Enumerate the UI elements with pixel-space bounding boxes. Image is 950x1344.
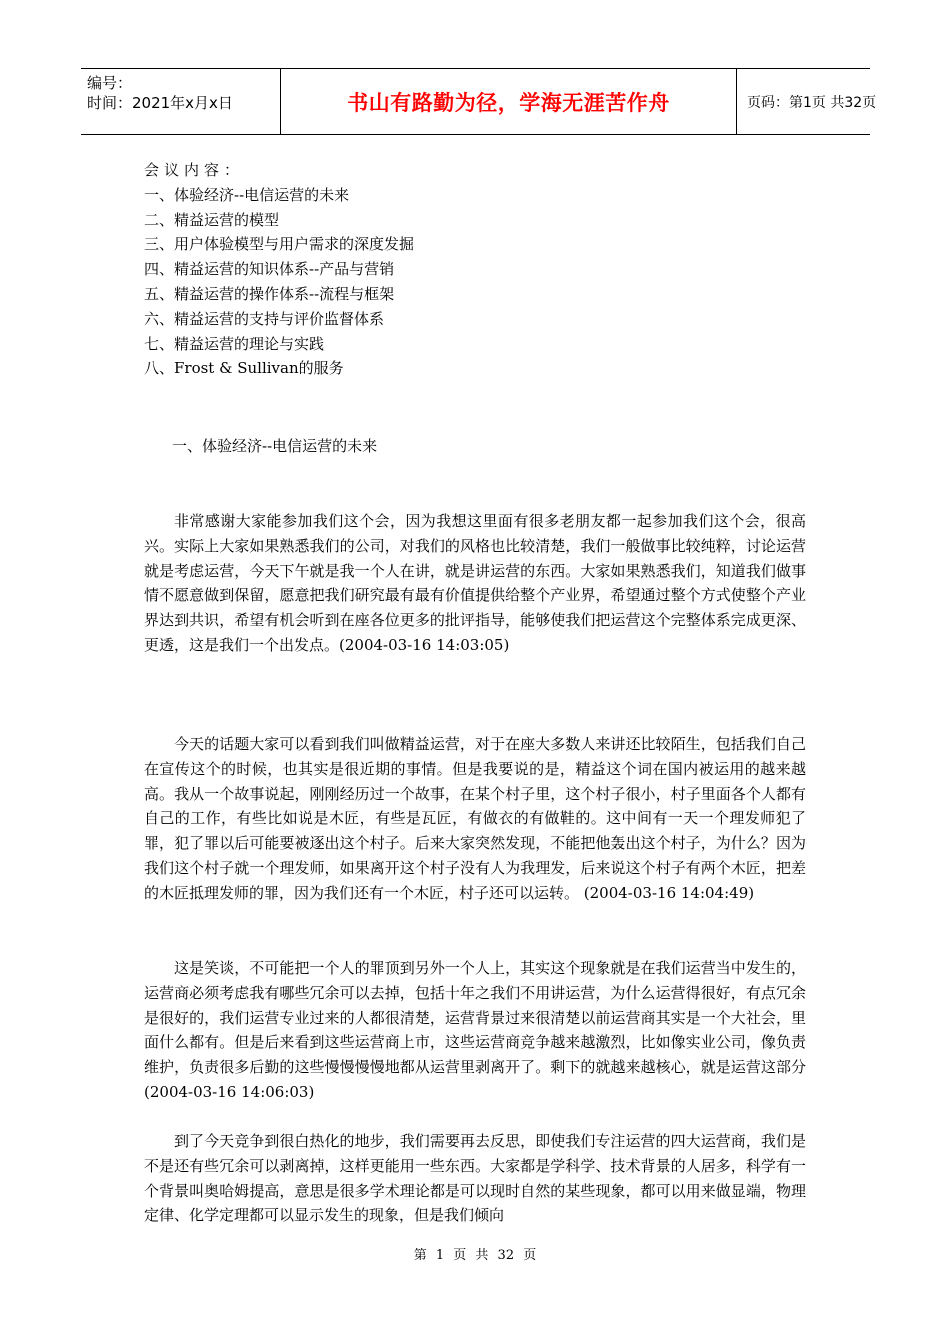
agenda — [144, 158, 806, 381]
agenda-item: 四、精益运营的知识体系--产品与营销 — [144, 260, 395, 279]
body-paragraph: 非常感谢大家能参加我们这个会，因为我想这里面有很多老朋友都一起参加我们这个会，很高兴。实际上大家如果熟悉我们的公司，对我们的风格也比较清楚，我们一般做事比较纯粹，讨论运营就是考虑运营，今天下午就是我一个人在讲，就是讲运营的东西。大家如果熟悉我们，知道我们做事情不愿意做到保留，愿意把我们研究最有最有价值提供给整个产业界，希望通过整个方式使整个产业界达到共识，希望有机会听到在座各位更多的批评指导，能够使我们把运营这个完整体系完成更深、更透，这是我们一个出发点。(2004-03-16 14:03:05) — [144, 512, 806, 654]
agenda-item: 七、精益运营的理论与实践 — [144, 334, 325, 353]
agenda-item: 八、Frost & Sullivan的服务 — [144, 359, 344, 378]
body-paragraph: 到了今天竞争到很白热化的地步，我们需要再去反思，即使我们专注运营的四大运营商，我们是不是还有些冗余可以剥离掉，这样更能用一些东西。大家都是学科学、技术背景的人居多，科学有一个背景叫奥哈姆提高，意思是很多学术理论都是可以现时自然的某些现象，都可以用来做显端，物理定律、化学定理都可以显示发生的现象，但是我们倾向 — [144, 1132, 806, 1225]
header-page-info: 页码：第1页 共32页 — [747, 94, 877, 111]
agenda-item: 三、用户体验模型与用户需求的深度发掘 — [144, 235, 415, 254]
page-footer: 第 1 页 共 32 页 — [413, 1248, 537, 1263]
agenda-title: 会议内容： — [144, 161, 245, 179]
agenda-item: 五、精益运营的操作体系--流程与框架 — [144, 284, 395, 303]
date-label: 时间：2021年x月x日 — [87, 94, 233, 112]
section-title: 一、体验经济--电信运营的未来 — [172, 437, 378, 455]
document-header — [81, 68, 877, 135]
header-meta-cell — [81, 69, 281, 134]
agenda-item: 二、精益运营的模型 — [144, 210, 280, 229]
agenda-item: 六、精益运营的支持与评价监督体系 — [144, 309, 385, 328]
body-paragraph: 今天的话题大家可以看到我们叫做精益运营，对于在座大多数人来讲还比较陌生，包括我们自己在宣传这个的时候，也其实是很近期的事情。但是我要说的是，精益这个词在国内被运用的越来越高。我从一个故事说起，刚刚经历过一个故事，在某个村子里，这个村子很小，村子里面各个人都有自己的工作，有些比如说是木匠，有些是瓦匠，有做衣的有做鞋的。这中间有一天一个理发师犯了罪，犯了罪以后可能要被逐出这个村子。后来大家突然发现，不能把他轰出这个村子，为什么？因为我们这个村子就一个理发师，如果离开这个村子没有人为我理发，后来说这个村子有两个木匠，把差的木匠抵理发师的罪，因为我们还有一个木匠，村子还可以运转。 (2004-03-16 14:04:49) — [144, 735, 806, 902]
agenda-item: 一、体验经济--电信运营的未来 — [144, 185, 350, 204]
body-paragraph: 这是笑谈，不可能把一个人的罪顶到另外一个人上，其实这个现象就是在我们运营当中发生的，运营商必须考虑我有哪些冗余可以去掉，包括十年之我们不用讲运营，为什么运营得很好，有点冗余是很好的，我们运营专业过来的人都很清楚，运营背景过来很清楚以前运营商其实是一个大社会，里面什么都有。但是后来看到这些运营商上市，这些运营商竞争越来越激烈，比如像实业公司，像负责维护，负责很多后勤的这些慢慢慢慢地都从运营里剥离开了。剩下的就越来越核心，就是运营这部分 (2004-03-16 14:06:03) — [144, 959, 806, 1101]
header-motto: 书山有路勤为径，学海无涯苦作舟 — [281, 69, 737, 134]
number-label: 编号： — [87, 74, 133, 92]
